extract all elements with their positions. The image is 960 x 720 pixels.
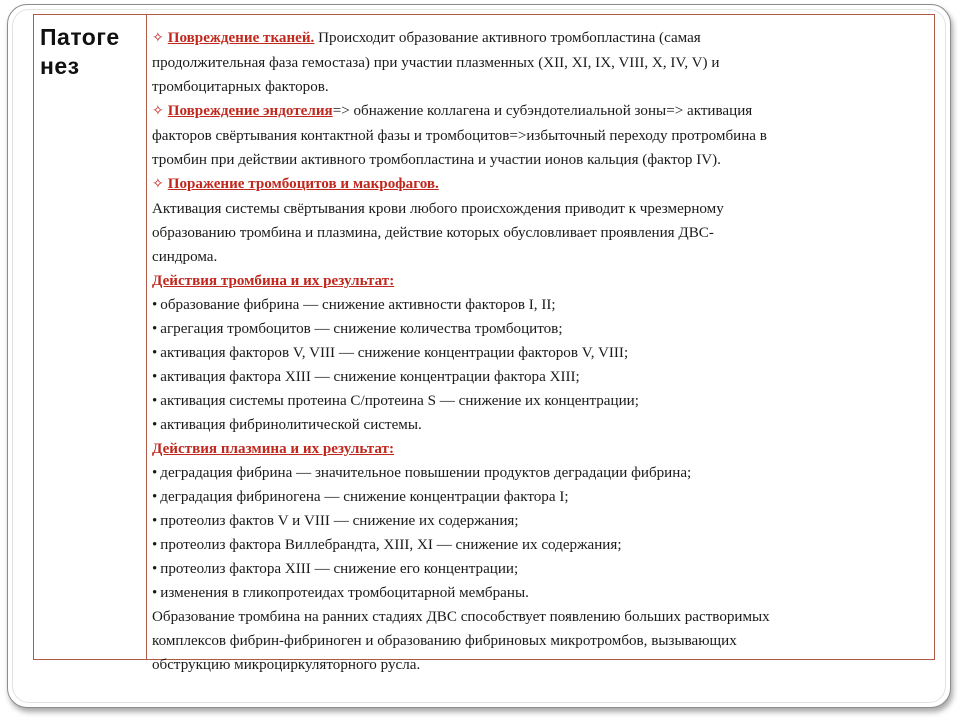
bullet-icon: • — [152, 417, 158, 433]
list-item-text: протеолиз фактора Виллебрандта, XIII, XI — снижение их содержания; — [160, 537, 622, 553]
bullet-icon: • — [152, 585, 158, 601]
list-item — [152, 293, 926, 317]
thrombin-heading: Действия тромбина и их результат: — [152, 273, 395, 289]
list-item — [152, 413, 926, 437]
diamond-star-icon: ✧ — [152, 177, 164, 192]
bullet-icon: • — [152, 465, 158, 481]
list-item-text: агрегация тромбоцитов — снижение количества тромбоцитов; — [160, 321, 563, 337]
section-label-line: Патоге — [40, 24, 120, 50]
list-item — [152, 485, 926, 509]
text-line — [152, 99, 926, 124]
list-item-text: активация фибринолитической системы. — [160, 417, 422, 433]
bullet-icon: • — [152, 393, 158, 409]
list-item-text: протеолиз фактора XIII — снижение его концентрации; — [160, 561, 519, 577]
text-line: комплексов фибрин-фибриноген и образованию фибриновых микротромбов, вызывающих — [152, 633, 737, 649]
diamond-star-icon: ✧ — [152, 104, 164, 119]
list-item — [152, 533, 926, 557]
text-line: тромбоцитарных факторов. — [152, 79, 329, 95]
text-span: => обнажение коллагена и субэндотелиальной зоны=> активация — [332, 103, 753, 119]
list-item-text: активация системы протеина C/протеина S — снижение их концентрации; — [160, 393, 639, 409]
diamond-star-icon: ✧ — [152, 31, 164, 46]
section-label — [40, 23, 146, 81]
text-line: факторов свёртывания контактной фазы и тромбоцитов=>избыточный переходу протромбина в — [152, 128, 767, 144]
list-item — [152, 461, 926, 485]
block-heading: Повреждение тканей. — [167, 30, 315, 46]
section-label-line: нез — [40, 53, 80, 79]
content-table — [33, 14, 935, 673]
bullet-icon: • — [152, 345, 158, 361]
text-line: тромбин при действии активного тромбопластина и участии ионов кальция (фактор IV). — [152, 152, 721, 168]
plasmin-list — [152, 461, 926, 605]
list-item — [152, 365, 926, 389]
list-item — [152, 389, 926, 413]
list-item — [152, 581, 926, 605]
bullet-icon: • — [152, 297, 158, 313]
list-item-text: протеолиз фактов V и VIII — снижение их содержания; — [160, 513, 519, 529]
bullet-icon: • — [152, 513, 158, 529]
bullet-icon: • — [152, 369, 158, 385]
list-item-text: деградация фибриногена — снижение концентрации фактора I; — [160, 489, 569, 505]
list-item-text: деградация фибрина — значительное повышении продуктов деградации фибрина; — [160, 465, 692, 481]
text-cell — [147, 15, 934, 673]
text-line: синдрома. — [152, 249, 218, 265]
text-line: образованию тромбина и плазмина, действие которых обусловливает проявления ДВС- — [152, 225, 714, 241]
bullet-icon: • — [152, 561, 158, 577]
list-item — [152, 557, 926, 581]
text-line: Активация системы свёртывания крови любого происхождения приводит к чрезмерному — [152, 201, 724, 217]
plasmin-heading: Действия плазмина и их результат: — [152, 441, 394, 457]
list-item — [152, 341, 926, 365]
list-item-text: активация факторов V, VIII — снижение концентрации факторов V, VIII; — [160, 345, 629, 361]
bullet-icon: • — [152, 489, 158, 505]
block-heading: Поражение тромбоцитов и макрофагов. — [167, 176, 439, 192]
bullet-icon: • — [152, 537, 158, 553]
text-line: обструкцию микроциркуляторного русла. — [152, 657, 421, 673]
thrombin-list — [152, 293, 926, 437]
list-item-text: изменения в гликопротеидах тромбоцитарной мембраны. — [160, 585, 529, 601]
text-line — [152, 26, 926, 51]
block-heading: Повреждение эндотелия — [167, 103, 333, 119]
text-line: Образование тромбина на ранних стадиях ДВС способствует появлению больших растворимых — [152, 609, 770, 625]
list-item — [152, 509, 926, 533]
label-cell — [34, 15, 147, 659]
bullet-icon: • — [152, 321, 158, 337]
list-item-text: активация фактора XIII — снижение концентрации фактора XIII; — [160, 369, 580, 385]
list-item — [152, 317, 926, 341]
text-span: Происходит образование активного тромбопластина (самая — [318, 30, 701, 46]
text-line: продолжительная фаза гемостаза) при участии плазменных (XII, XI, IX, VIII, X, IV, V) и — [152, 55, 720, 71]
list-item-text: образование фибрина — снижение активности факторов I, II; — [160, 297, 556, 313]
text-line — [152, 172, 926, 197]
